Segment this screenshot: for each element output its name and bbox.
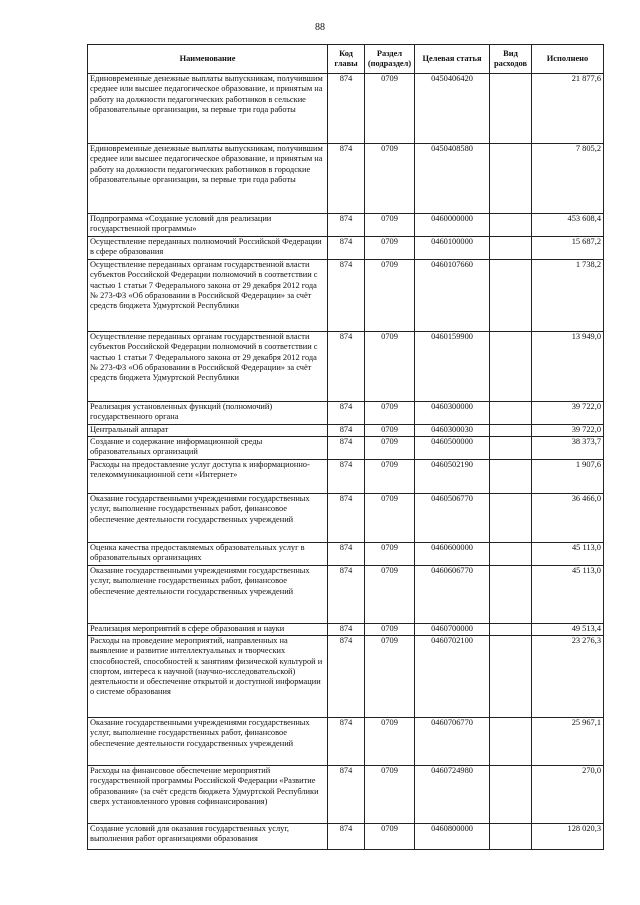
row-amount: 270,0 [532, 766, 604, 824]
row-amount: 15 687,2 [532, 237, 604, 260]
row-target: 0460500000 [415, 437, 490, 460]
row-section: 0709 [365, 332, 415, 402]
row-section: 0709 [365, 566, 415, 624]
row-amount: 453 608,4 [532, 214, 604, 237]
row-name: Осуществление переданных полномочий Российской Федерации в сфере образования [88, 237, 328, 260]
table-row [88, 718, 604, 766]
row-target: 0460606770 [415, 566, 490, 624]
row-type [490, 636, 532, 718]
row-name: Единовременные денежные выплаты выпускникам, получившим среднее или высшее педагогическое образование, и принятым на работу на должности педагогических работников в городские образовательные организации, за первые три года работы [88, 144, 328, 214]
row-target: 0460300030 [415, 425, 490, 437]
table-row [88, 624, 604, 636]
row-type [490, 144, 532, 214]
row-type [490, 74, 532, 144]
row-code: 874 [328, 237, 365, 260]
row-code: 874 [328, 624, 365, 636]
row-type [490, 214, 532, 237]
row-type [490, 437, 532, 460]
row-amount: 39 722,0 [532, 402, 604, 425]
row-type [490, 718, 532, 766]
row-section: 0709 [365, 824, 415, 850]
row-amount: 23 276,3 [532, 636, 604, 718]
row-amount: 1 738,2 [532, 260, 604, 332]
row-code: 874 [328, 460, 365, 494]
row-section: 0709 [365, 766, 415, 824]
budget-table [87, 44, 604, 850]
row-type [490, 460, 532, 494]
table-row [88, 437, 604, 460]
page-number: 88 [315, 22, 325, 33]
row-name: Создание и содержание информационной среды образовательных организаций [88, 437, 328, 460]
table-row [88, 494, 604, 543]
table-row [88, 824, 604, 850]
header-code: Код главы [328, 45, 365, 74]
row-code: 874 [328, 214, 365, 237]
row-code: 874 [328, 543, 365, 566]
table-row [88, 636, 604, 718]
row-amount: 1 907,6 [532, 460, 604, 494]
row-code: 874 [328, 766, 365, 824]
row-amount: 39 722,0 [532, 425, 604, 437]
header-type: Вид расходов [490, 45, 532, 74]
row-code: 874 [328, 437, 365, 460]
row-name: Подпрограмма «Создание условий для реализации государственной программы» [88, 214, 328, 237]
row-target: 0460000000 [415, 214, 490, 237]
row-target: 0450408580 [415, 144, 490, 214]
row-code: 874 [328, 144, 365, 214]
row-type [490, 494, 532, 543]
row-section: 0709 [365, 460, 415, 494]
row-target: 0460800000 [415, 824, 490, 850]
table-row [88, 543, 604, 566]
row-amount: 45 113,0 [532, 566, 604, 624]
row-section: 0709 [365, 237, 415, 260]
row-target: 0460502190 [415, 460, 490, 494]
row-name: Реализация мероприятий в сфере образования и науки [88, 624, 328, 636]
row-type [490, 402, 532, 425]
row-code: 874 [328, 74, 365, 144]
header-executed: Исполнено [532, 45, 604, 74]
row-section: 0709 [365, 543, 415, 566]
row-code: 874 [328, 494, 365, 543]
row-type [490, 566, 532, 624]
header-target: Целевая статья [415, 45, 490, 74]
row-amount: 13 949,0 [532, 332, 604, 402]
row-code: 874 [328, 332, 365, 402]
row-type [490, 237, 532, 260]
row-target: 0460100000 [415, 237, 490, 260]
table-header-row [88, 45, 604, 74]
row-name: Осуществление переданных органам государственной власти субъектов Российской Федерации полномочий в соответствии с частью 1 статьи 7 Федерального закона от 29 декабря 2012 года № 273-ФЗ «Об образовании в Российской Федерации» за счёт средств бюджета Удмуртской Республики [88, 332, 328, 402]
row-section: 0709 [365, 425, 415, 437]
row-type [490, 425, 532, 437]
row-amount: 25 967,1 [532, 718, 604, 766]
table-row [88, 766, 604, 824]
table-row [88, 402, 604, 425]
row-amount: 128 020,3 [532, 824, 604, 850]
row-section: 0709 [365, 624, 415, 636]
row-name: Осуществление переданных органам государственной власти субъектов Российской Федерации полномочий в соответствии с частью 1 статьи 7 Федерального закона от 29 декабря 2012 года № 273-ФЗ «Об образовании в Российской Федерации» за счёт средств бюджета Удмуртской Республики [88, 260, 328, 332]
row-section: 0709 [365, 74, 415, 144]
row-name: Расходы на проведение мероприятий, направленных на выявление и развитие интеллектуальных и творческих способностей, способностей к занятиям физической культурой и спортом, интереса к научной (научно-исследовательской) деятельности и обеспечение открытой и доступной информации о системе образования [88, 636, 328, 718]
row-section: 0709 [365, 437, 415, 460]
row-name: Оказание государственными учреждениями государственных услуг, выполнение государственных работ, финансовое обеспечение деятельности государственных учреждений [88, 566, 328, 624]
row-amount: 38 373,7 [532, 437, 604, 460]
row-type [490, 766, 532, 824]
table-row [88, 460, 604, 494]
table-row [88, 260, 604, 332]
row-target: 0460724980 [415, 766, 490, 824]
row-amount: 21 877,6 [532, 74, 604, 144]
row-section: 0709 [365, 214, 415, 237]
row-name: Создание условий для оказания государственных услуг, выполнения работ организациями образования [88, 824, 328, 850]
row-target: 0460702100 [415, 636, 490, 718]
row-type [490, 824, 532, 850]
row-section: 0709 [365, 718, 415, 766]
row-name: Оказание государственными учреждениями государственных услуг, выполнение государственных работ, финансовое обеспечение деятельности государственных учреждений [88, 494, 328, 543]
table-row [88, 566, 604, 624]
row-section: 0709 [365, 636, 415, 718]
table-row [88, 425, 604, 437]
row-type [490, 543, 532, 566]
row-target: 0460159900 [415, 332, 490, 402]
row-name: Реализация установленных функций (полномочий) государственного органа [88, 402, 328, 425]
row-target: 0460706770 [415, 718, 490, 766]
table-row [88, 214, 604, 237]
row-name: Оценка качества предоставляемых образовательных услуг в образовательных организациях [88, 543, 328, 566]
row-code: 874 [328, 402, 365, 425]
row-section: 0709 [365, 260, 415, 332]
row-target: 0460300000 [415, 402, 490, 425]
row-type [490, 260, 532, 332]
row-amount: 36 466,0 [532, 494, 604, 543]
row-section: 0709 [365, 402, 415, 425]
row-target: 0460700000 [415, 624, 490, 636]
row-amount: 45 113,0 [532, 543, 604, 566]
row-name: Центральный аппарат [88, 425, 328, 437]
row-section: 0709 [365, 144, 415, 214]
row-code: 874 [328, 636, 365, 718]
row-code: 874 [328, 566, 365, 624]
row-target: 0460600000 [415, 543, 490, 566]
table-row [88, 74, 604, 144]
row-name: Расходы на предоставление услуг доступа к информационно-телекоммуникационной сети «Интернет» [88, 460, 328, 494]
row-amount: 7 805,2 [532, 144, 604, 214]
row-name: Единовременные денежные выплаты выпускникам, получившим среднее или высшее педагогическое образование, и принятым на работу на должности педагогических работников в сельские образовательные организации, за первые три года работы [88, 74, 328, 144]
header-section: Раздел (подраздел) [365, 45, 415, 74]
header-name: Наименование [88, 45, 328, 74]
row-code: 874 [328, 824, 365, 850]
table-row [88, 332, 604, 402]
row-name: Расходы на финансовое обеспечение мероприятий государственной программы Российской Федерации «Развитие образования» (за счёт средств бюджета Удмуртской Республики сверх установленного уровня софинансирования) [88, 766, 328, 824]
row-amount: 49 513,4 [532, 624, 604, 636]
row-type [490, 332, 532, 402]
table-body [88, 74, 604, 850]
row-code: 874 [328, 425, 365, 437]
row-code: 874 [328, 260, 365, 332]
row-name: Оказание государственными учреждениями государственных услуг, выполнение государственных работ, финансовое обеспечение деятельности государственных учреждений [88, 718, 328, 766]
row-target: 0460506770 [415, 494, 490, 543]
row-section: 0709 [365, 494, 415, 543]
row-target: 0460107660 [415, 260, 490, 332]
row-code: 874 [328, 718, 365, 766]
table-row [88, 237, 604, 260]
row-target: 0450406420 [415, 74, 490, 144]
table-row [88, 144, 604, 214]
row-type [490, 624, 532, 636]
